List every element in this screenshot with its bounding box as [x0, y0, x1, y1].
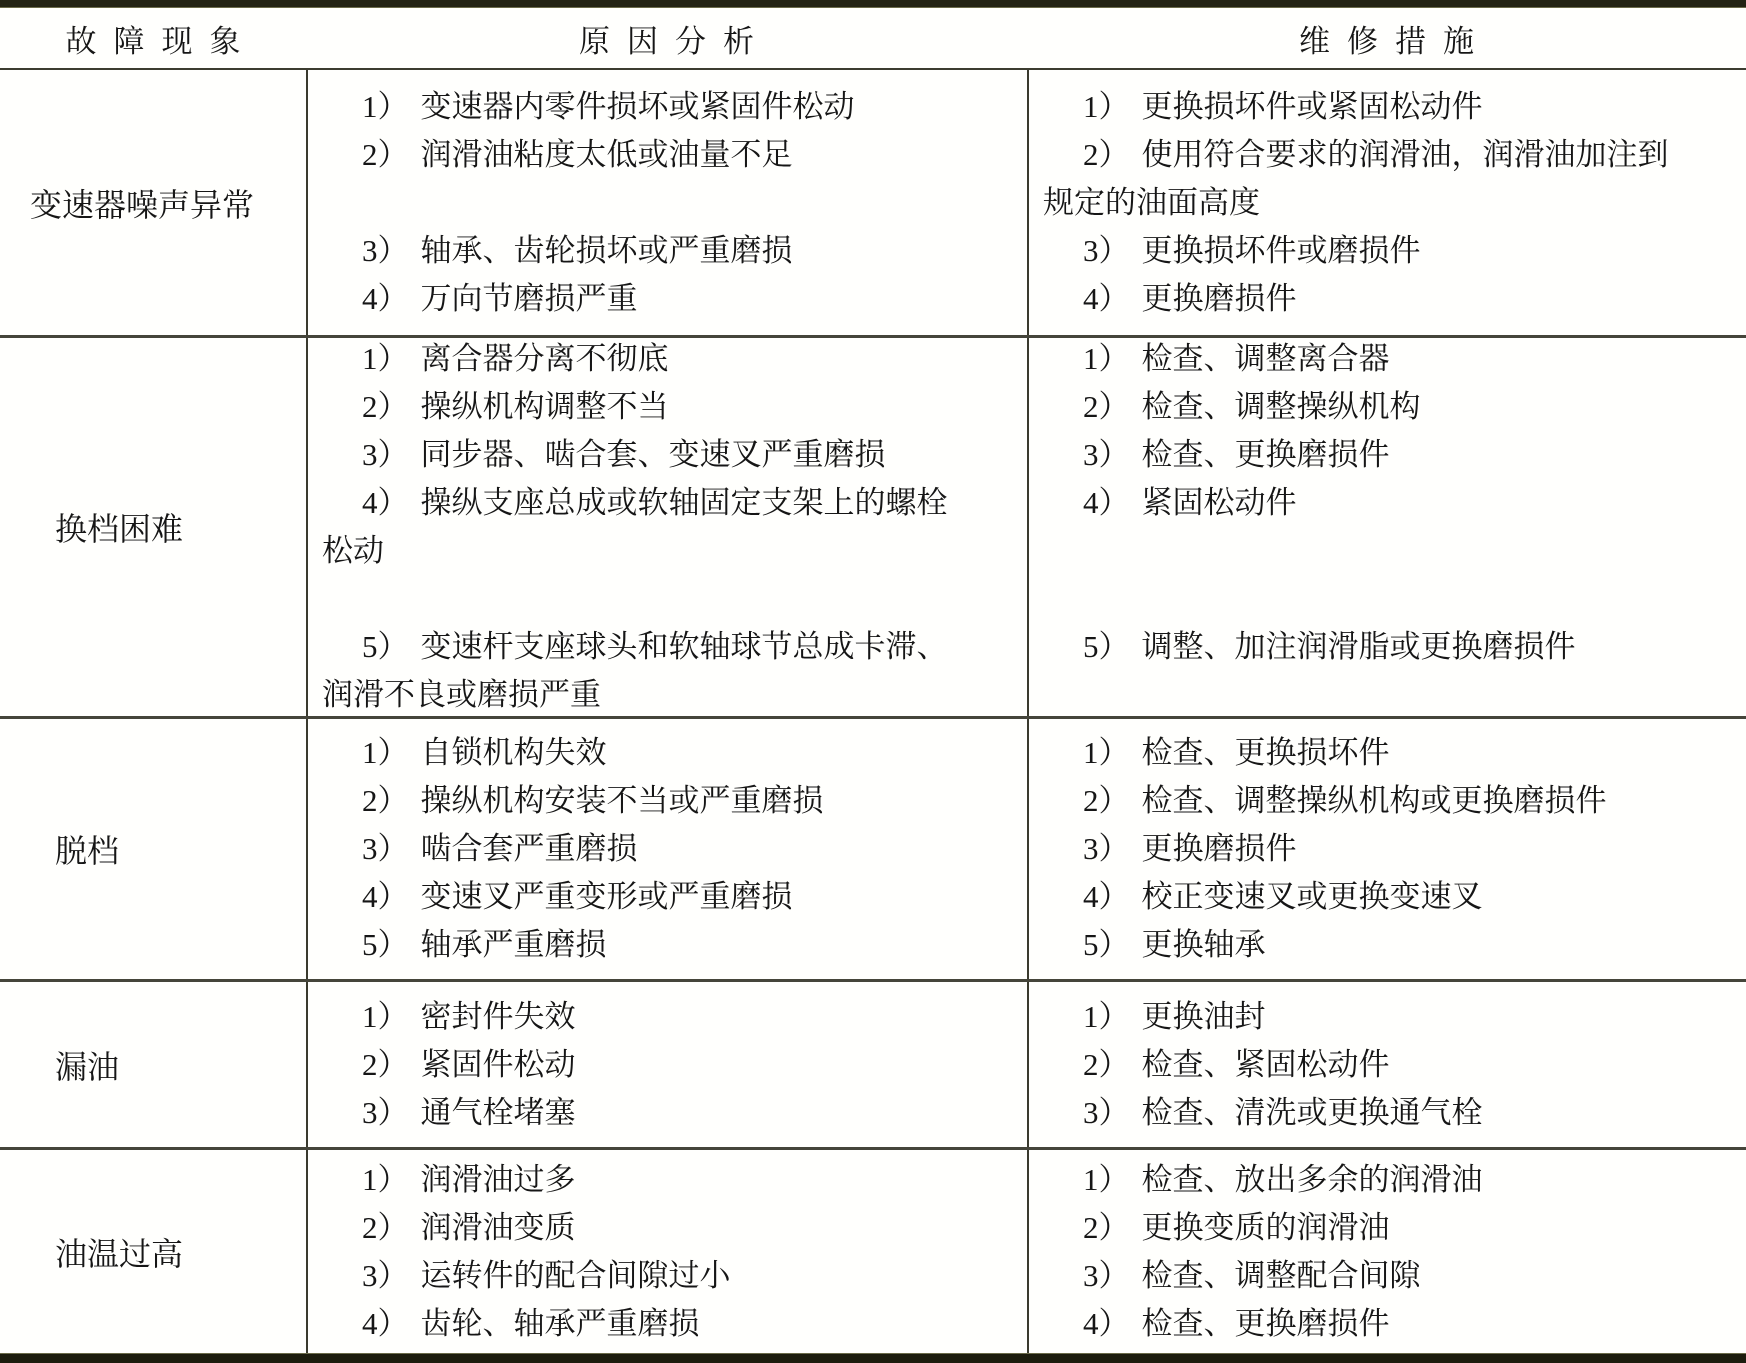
item-number: 2） [1083, 1046, 1130, 1082]
header-cause-analysis [306, 8, 1027, 68]
cause-line: 2） 操纵机构安装不当或严重磨损 [308, 777, 1027, 825]
cause-line: 1） 密封件失效 [308, 993, 1027, 1041]
item-number: 1） [362, 341, 409, 376]
table-row [0, 716, 1746, 979]
measure-line: 5） 调整、加注润滑脂或更换磨损件 [1029, 623, 1746, 671]
cause-line: 3） 运转件的配合间隙过小 [308, 1252, 1027, 1300]
measure-line: 2） 更换变质的润滑油 [1029, 1204, 1746, 1252]
item-number: 2） [362, 1209, 409, 1245]
measure-line: 4） 校正变速叉或更换变速叉 [1029, 873, 1746, 921]
item-number: 2） [362, 783, 409, 818]
cause-line: 松动 [322, 533, 384, 568]
cause-line: 5） 变速杆支座球头和软轴球节总成卡滞、 [308, 623, 1027, 671]
causes-cell [306, 338, 1027, 716]
item-number: 1） [362, 998, 409, 1034]
cause-lines [308, 70, 1027, 335]
cause-line: 5） 轴承严重磨损 [308, 921, 1027, 969]
item-number: 2） [1083, 136, 1130, 172]
measures-cell [1027, 982, 1746, 1147]
measure-line: 5） 更换轴承 [1029, 921, 1746, 969]
measure-line: 2） 使用符合要求的润滑油，润滑油加注到 [1029, 131, 1746, 179]
measure-line [1029, 671, 1746, 716]
item-number: 3） [362, 831, 409, 866]
item-number: 4） [1083, 485, 1130, 520]
item-number: 3） [362, 1094, 409, 1130]
item-number: 1） [1083, 998, 1130, 1034]
measure-line: 3） 检查、更换磨损件 [1029, 431, 1746, 479]
measure-line: 1） 检查、调整离合器 [1029, 338, 1746, 383]
table-row [0, 335, 1746, 716]
item-number: 4） [1083, 280, 1130, 316]
item-number: 5） [1083, 927, 1130, 962]
measures-cell [1027, 719, 1746, 979]
measure-lines [1029, 338, 1746, 716]
item-number: 1） [362, 88, 409, 124]
measures-cell [1027, 1150, 1746, 1353]
measure-line: 4） 检查、更换磨损件 [1029, 1300, 1746, 1348]
causes-cell [306, 1150, 1027, 1353]
item-number: 2） [362, 136, 409, 172]
measure-line [1029, 527, 1746, 575]
item-number: 4） [362, 280, 409, 316]
item-number: 4） [362, 1305, 409, 1341]
cause-lines [308, 1150, 1027, 1353]
fault-diagnosis-table [0, 8, 1746, 1353]
measure-line: 3） 更换磨损件 [1029, 825, 1746, 873]
cause-line: 1） 自锁机构失效 [308, 729, 1027, 777]
item-number: 1） [1083, 735, 1130, 770]
cause-line: 4） 变速叉严重变形或严重磨损 [308, 873, 1027, 921]
cause-line: 3） 同步器、啮合套、变速叉严重磨损 [308, 431, 1027, 479]
measure-line: 3） 更换损坏件或磨损件 [1029, 227, 1746, 275]
measure-line: 4） 更换磨损件 [1029, 275, 1746, 323]
measure-line [1029, 575, 1746, 623]
table-row [0, 68, 1746, 335]
table-top-rule [0, 0, 1746, 8]
cause-line: 3） 轴承、齿轮损坏或严重磨损 [308, 227, 1027, 275]
cause-lines [308, 719, 1027, 979]
measure-lines [1029, 1150, 1746, 1353]
header-repair-measures [1027, 8, 1746, 68]
table-bottom-rule [0, 1353, 1746, 1363]
measure-line: 2） 检查、紧固松动件 [1029, 1041, 1746, 1089]
cause-line: 2） 操纵机构调整不当 [308, 383, 1027, 431]
measure-lines [1029, 719, 1746, 979]
item-number: 1） [1083, 1161, 1130, 1197]
item-number: 3） [1083, 437, 1130, 472]
measure-line: 1） 更换油封 [1029, 993, 1746, 1041]
causes-cell [306, 982, 1027, 1147]
measures-cell [1027, 338, 1746, 716]
item-number: 3） [1083, 232, 1130, 268]
item-number: 4） [362, 485, 409, 520]
cause-line [308, 575, 1027, 623]
item-number: 5） [1083, 629, 1130, 664]
item-number: 2） [1083, 1209, 1130, 1245]
measure-line: 规定的油面高度 [1043, 184, 1260, 220]
item-number: 5） [362, 927, 409, 962]
header-fault-phenomenon [0, 8, 306, 68]
item-number: 3） [362, 437, 409, 472]
cause-line: 1） 变速器内零件损坏或紧固件松动 [308, 83, 1027, 131]
cause-line: 2） 润滑油粘度太低或油量不足 [308, 131, 1027, 179]
item-number: 2） [362, 1046, 409, 1082]
cause-line: 1） 离合器分离不彻底 [308, 338, 1027, 383]
item-number: 3） [362, 232, 409, 268]
item-number: 2） [362, 389, 409, 424]
item-number: 2） [1083, 783, 1130, 818]
table-row [0, 979, 1746, 1147]
cause-lines [308, 982, 1027, 1147]
phenomenon-cell: 脱档 [55, 833, 120, 869]
cause-lines [308, 338, 1027, 716]
item-number: 1） [1083, 88, 1130, 124]
measure-line: 3） 检查、调整配合间隙 [1029, 1252, 1746, 1300]
cause-line [308, 179, 1027, 227]
cause-line: 1） 润滑油过多 [308, 1156, 1027, 1204]
cause-line: 4） 万向节磨损严重 [308, 275, 1027, 323]
measure-lines [1029, 982, 1746, 1147]
cause-line: 2） 紧固件松动 [308, 1041, 1027, 1089]
item-number: 3） [1083, 1257, 1130, 1293]
measure-line: 1） 检查、更换损坏件 [1029, 729, 1746, 777]
item-number: 1） [362, 1161, 409, 1197]
measure-line: 2） 检查、调整操纵机构或更换磨损件 [1029, 777, 1746, 825]
item-number: 3） [362, 1257, 409, 1293]
causes-cell [306, 70, 1027, 335]
measure-line: 2） 检查、调整操纵机构 [1029, 383, 1746, 431]
item-number: 3） [1083, 1094, 1130, 1130]
table-header-row [0, 8, 1746, 68]
item-number: 1） [362, 735, 409, 770]
item-number: 5） [362, 629, 409, 664]
measures-cell [1027, 70, 1746, 335]
header-label: 故障现象 [65, 23, 258, 59]
table-row [0, 1147, 1746, 1353]
item-number: 4） [1083, 879, 1130, 914]
measure-line: 4） 紧固松动件 [1029, 479, 1746, 527]
table-body [0, 68, 1746, 1353]
cause-line: 2） 润滑油变质 [308, 1204, 1027, 1252]
item-number: 4） [362, 879, 409, 914]
item-number: 1） [1083, 341, 1130, 376]
phenomenon-cell: 换档困难 [55, 511, 184, 547]
measure-lines [1029, 70, 1746, 335]
causes-cell [306, 719, 1027, 979]
item-number: 3） [1083, 831, 1130, 866]
cause-line: 3） 通气栓堵塞 [308, 1089, 1027, 1137]
cause-line: 4） 操纵支座总成或软轴固定支架上的螺栓 [308, 479, 1027, 527]
measure-line: 1） 检查、放出多余的润滑油 [1029, 1156, 1746, 1204]
header-label: 维修措施 [1299, 23, 1491, 59]
phenomenon-cell: 油温过高 [55, 1235, 184, 1272]
item-number: 4） [1083, 1305, 1130, 1341]
measure-line: 1） 更换损坏件或紧固松动件 [1029, 83, 1746, 131]
phenomenon-cell: 漏油 [55, 1048, 120, 1085]
phenomenon-cell: 变速器噪声异常 [30, 186, 255, 223]
cause-line: 润滑不良或磨损严重 [322, 677, 601, 712]
measure-line: 3） 检查、清洗或更换通气栓 [1029, 1089, 1746, 1137]
cause-line: 3） 啮合套严重磨损 [308, 825, 1027, 873]
header-label: 原因分析 [579, 23, 771, 59]
cause-line: 4） 齿轮、轴承严重磨损 [308, 1300, 1027, 1348]
item-number: 2） [1083, 389, 1130, 424]
